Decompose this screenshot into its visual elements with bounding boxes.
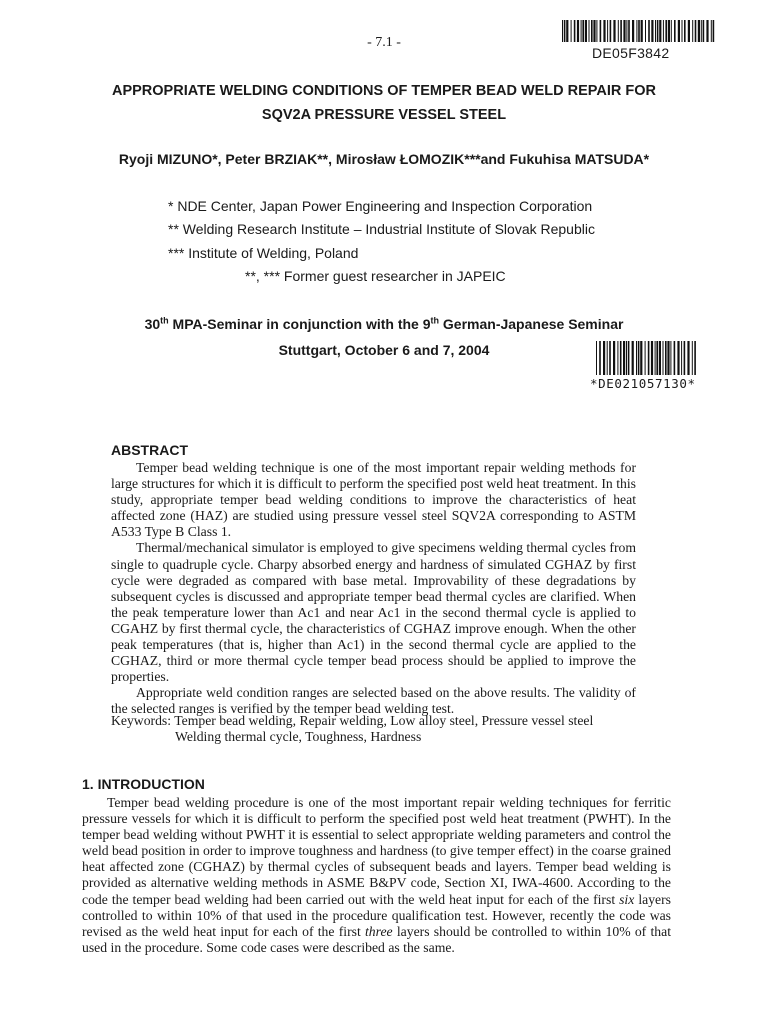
paper-title-line-1: APPROPRIATE WELDING CONDITIONS OF TEMPER BEAD WELD REPAIR FOR [111, 83, 657, 99]
abstract-paragraph-1: Temper bead welding technique is one of the most important repair welding methods for large structures for which it is difficult to perform the specified post weld heat treatment. In this study, appropriate temper bead welding conditions to improve the characteristics of heat affected zone (HAZ) are studied using pressure vessel steel SQV2A corresponding to ASTM A533 Type B Class 1. [111, 460, 636, 540]
affiliation-3: *** Institute of Welding, Poland [168, 245, 359, 261]
abstract-body [111, 460, 636, 718]
barcode-middle [596, 341, 698, 375]
keywords-line-2: Welding thermal cycle, Toughness, Hardness [175, 729, 422, 745]
seminar-number-2: 9 [422, 316, 431, 332]
keywords [111, 713, 651, 746]
seminar-ordinal-2: th [430, 315, 440, 326]
affiliation-1: * NDE Center, Japan Power Engineering and Inspection Corporation [168, 198, 593, 214]
seminar-title [40, 316, 728, 332]
introduction-body [82, 795, 671, 956]
page-number: - 7.1 - [367, 35, 401, 50]
author-list: Ryoji MIZUNO*, Peter BRZIAK**, Mirosław ŁOMOZIK***and Fukuhisa MATSUDA* [118, 151, 650, 167]
seminar-number-1: 30 [144, 316, 161, 332]
abstract-heading: ABSTRACT [111, 442, 188, 458]
intro-text-3: layers should be controlled to within 10% of that used in the procedure. Some code cases were described as the same. [82, 923, 671, 955]
document-code-2: *DE021057130* [590, 376, 696, 391]
barcode-top [562, 20, 716, 42]
keywords-line-1: Keywords: Temper bead welding, Repair welding, Low alloy steel, Pressure vessel steel [111, 713, 594, 728]
introduction-heading: 1. INTRODUCTION [82, 776, 205, 792]
abstract-paragraph-2: Thermal/mechanical simulator is employed to give specimens welding thermal cycles from single to quadruple cycle. Charpy absorbed energy and hardness of simulated CGHAZ by first cycle were degraded as compared with base metal. Improvability of these degradations by subsequent cycles is discussed and appropriate temper bead thermal cycles are clarified. When the peak temperature lower than Ac1 and near Ac1 in the second thermal cycle is applied to CGAHZ by first thermal cycle, the characteristics of CGHAZ improve enough. When the other peak temperatures (that is, higher than Ac1) in the second thermal cycle are applied to the CGHAZ, third or more thermal cycle temper bead process should be applied to improve the properties. [111, 540, 636, 685]
intro-emphasis-six: six [619, 891, 635, 907]
seminar-text-2: German-Japanese Seminar [439, 316, 624, 332]
intro-text-2: layers controlled to within 10% of that used in the procedure qualification test. However, recently the code was revised as the weld heat input for each of the first [82, 891, 671, 939]
document-code: DE05F3842 [592, 45, 670, 61]
introduction-paragraph-1 [82, 795, 671, 956]
seminar-text-1: MPA-Seminar in conjunction with the [168, 316, 423, 332]
intro-text-1: Temper bead welding procedure is one of the most important repair welding techniques for ferritic pressure vessels for which it is difficult to perform the specified post weld heat treatment (PWHT). In the temper bead welding without PWHT it is essential to select appropriate welding parameters and control the weld bead position in order to improve toughness and hardness (to give temper effect) in the coarse grained heat affected zone (CGHAZ) by thermal cycles of subsequent beads and layers. Temper bead welding is provided as alternative welding methods in ASME B&PV code, Section XI, IWA-4600. According to the code the temper bead welding had been carried out with the weld heat input for each of the first [82, 795, 671, 907]
seminar-ordinal-1: th [160, 315, 169, 326]
affiliation-note: **, *** Former guest researcher in JAPEIC [245, 268, 506, 284]
abstract-paragraph-3: Appropriate weld condition ranges are selected based on the above results. The validity of the selected ranges is verified by the temper bead welding test. [111, 685, 636, 717]
seminar-place-date: Stuttgart, October 6 and 7, 2004 [278, 342, 490, 358]
paper-title-line-2: SQV2A PRESSURE VESSEL STEEL [261, 107, 507, 123]
affiliation-2: ** Welding Research Institute – Industrial Institute of Slovak Republic [168, 221, 595, 237]
intro-emphasis-three: three [365, 923, 393, 939]
